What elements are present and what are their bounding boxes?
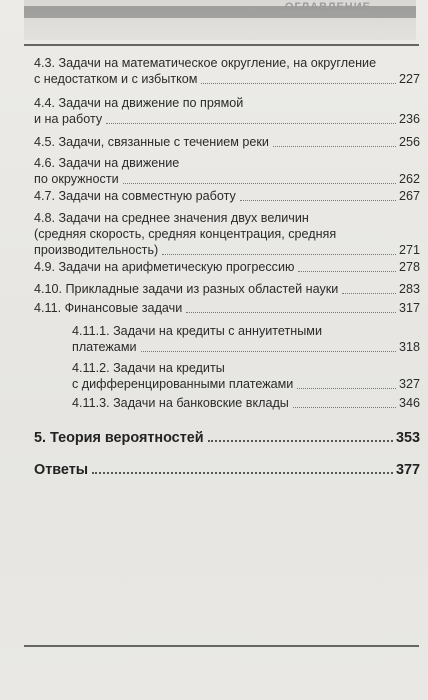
- dot-leader: [106, 123, 396, 124]
- toc-entry-text: производительность): [34, 242, 159, 257]
- dot-leader: [298, 271, 396, 272]
- toc-entry-text: 4.11.2. Задачи на кредиты: [72, 361, 225, 375]
- toc-entry-text: 4.4. Задачи на движение по прямой: [34, 96, 244, 110]
- toc-answers: [34, 463, 420, 479]
- toc-page-number: 346: [398, 396, 420, 410]
- toc-page-number: 271: [398, 242, 420, 257]
- header-strip-text: ОГЛАВЛЕНИЕ: [284, 1, 371, 13]
- toc-entry-text: 4.5. Задачи, связанные с течением реки: [34, 135, 269, 149]
- dot-leader: [208, 440, 393, 442]
- dot-leader: [273, 146, 396, 147]
- toc-entry-4-11-2: [72, 361, 420, 393]
- toc-entry-text: 4.11.1. Задачи на кредиты с аннуитетными: [72, 324, 322, 338]
- dot-leader: [123, 183, 396, 184]
- toc-entry-4-11-3: [72, 396, 420, 412]
- toc-entry-4-5: [34, 135, 420, 151]
- toc-page-number: 318: [398, 339, 420, 354]
- toc-page-number: 327: [398, 376, 420, 391]
- toc-entry-text: 4.9. Задачи на арифметическую прогрессию: [34, 260, 295, 274]
- toc-entry-text: 4.8. Задачи на среднее значения двух величин: [34, 211, 309, 225]
- toc-entry-4-8: [34, 211, 420, 259]
- toc-entry-text: и на работу: [34, 111, 103, 126]
- toc-entry-text: 4.7. Задачи на совместную работу: [34, 189, 236, 203]
- toc-entry-text: 4.3. Задачи на математическое округление, на округление: [34, 56, 377, 70]
- toc-chapter-5: [34, 431, 420, 447]
- toc-entry-text: с недостатком и с избытком: [34, 71, 198, 86]
- toc-entry-text: платежами: [72, 339, 137, 354]
- toc-entry-4-9: [34, 260, 420, 276]
- toc-entry-text: 4.10. Прикладные задачи из разных областей науки: [34, 282, 339, 296]
- toc-page-number: 353: [395, 430, 420, 446]
- toc-page-number: 283: [398, 282, 420, 296]
- toc-page-number: 256: [398, 135, 420, 149]
- toc-entry-text: 4.6. Задачи на движение: [34, 156, 180, 170]
- dot-leader: [240, 200, 396, 201]
- toc-entry-4-3: [34, 56, 420, 88]
- dot-leader: [141, 351, 396, 352]
- toc-entry-text: 5. Теория вероятностей: [34, 430, 204, 446]
- toc-entry-4-11-1: [72, 324, 420, 356]
- dot-leader: [201, 83, 396, 84]
- toc-entry-4-10: [34, 282, 420, 298]
- toc-entry-text: Ответы: [34, 462, 89, 478]
- toc-page-number: 262: [398, 171, 420, 186]
- dot-leader: [92, 472, 393, 474]
- toc-entry-text: по окружности: [34, 171, 119, 186]
- dot-leader: [186, 312, 396, 313]
- toc-entry-4-11: [34, 301, 420, 317]
- dot-leader: [162, 254, 396, 255]
- toc-entry-4-6: [34, 156, 420, 188]
- toc-page-number: 278: [398, 260, 420, 274]
- toc-page-number: 236: [398, 111, 420, 126]
- dot-leader: [297, 388, 396, 389]
- toc-entry-4-4: [34, 96, 420, 128]
- toc-page-number: 377: [395, 462, 420, 478]
- dot-leader: [342, 293, 396, 294]
- toc-page-number: 267: [398, 189, 420, 203]
- bottom-rule: [24, 645, 419, 647]
- toc-page-number: 227: [398, 71, 420, 86]
- top-rule: [24, 44, 419, 46]
- toc-entry-text: 4.11. Финансовые задачи: [34, 301, 183, 315]
- page-header-band: [24, 0, 416, 40]
- toc-entry-4-7: [34, 189, 420, 205]
- toc-entry-text: 4.11.3. Задачи на банковские вклады: [72, 396, 289, 410]
- toc-entry-text: (средняя скорость, средняя концентрация, средняя: [34, 226, 337, 241]
- toc-page-number: 317: [398, 301, 420, 315]
- toc-entry-text: с дифференцированными платежами: [72, 376, 294, 391]
- dot-leader: [293, 407, 396, 408]
